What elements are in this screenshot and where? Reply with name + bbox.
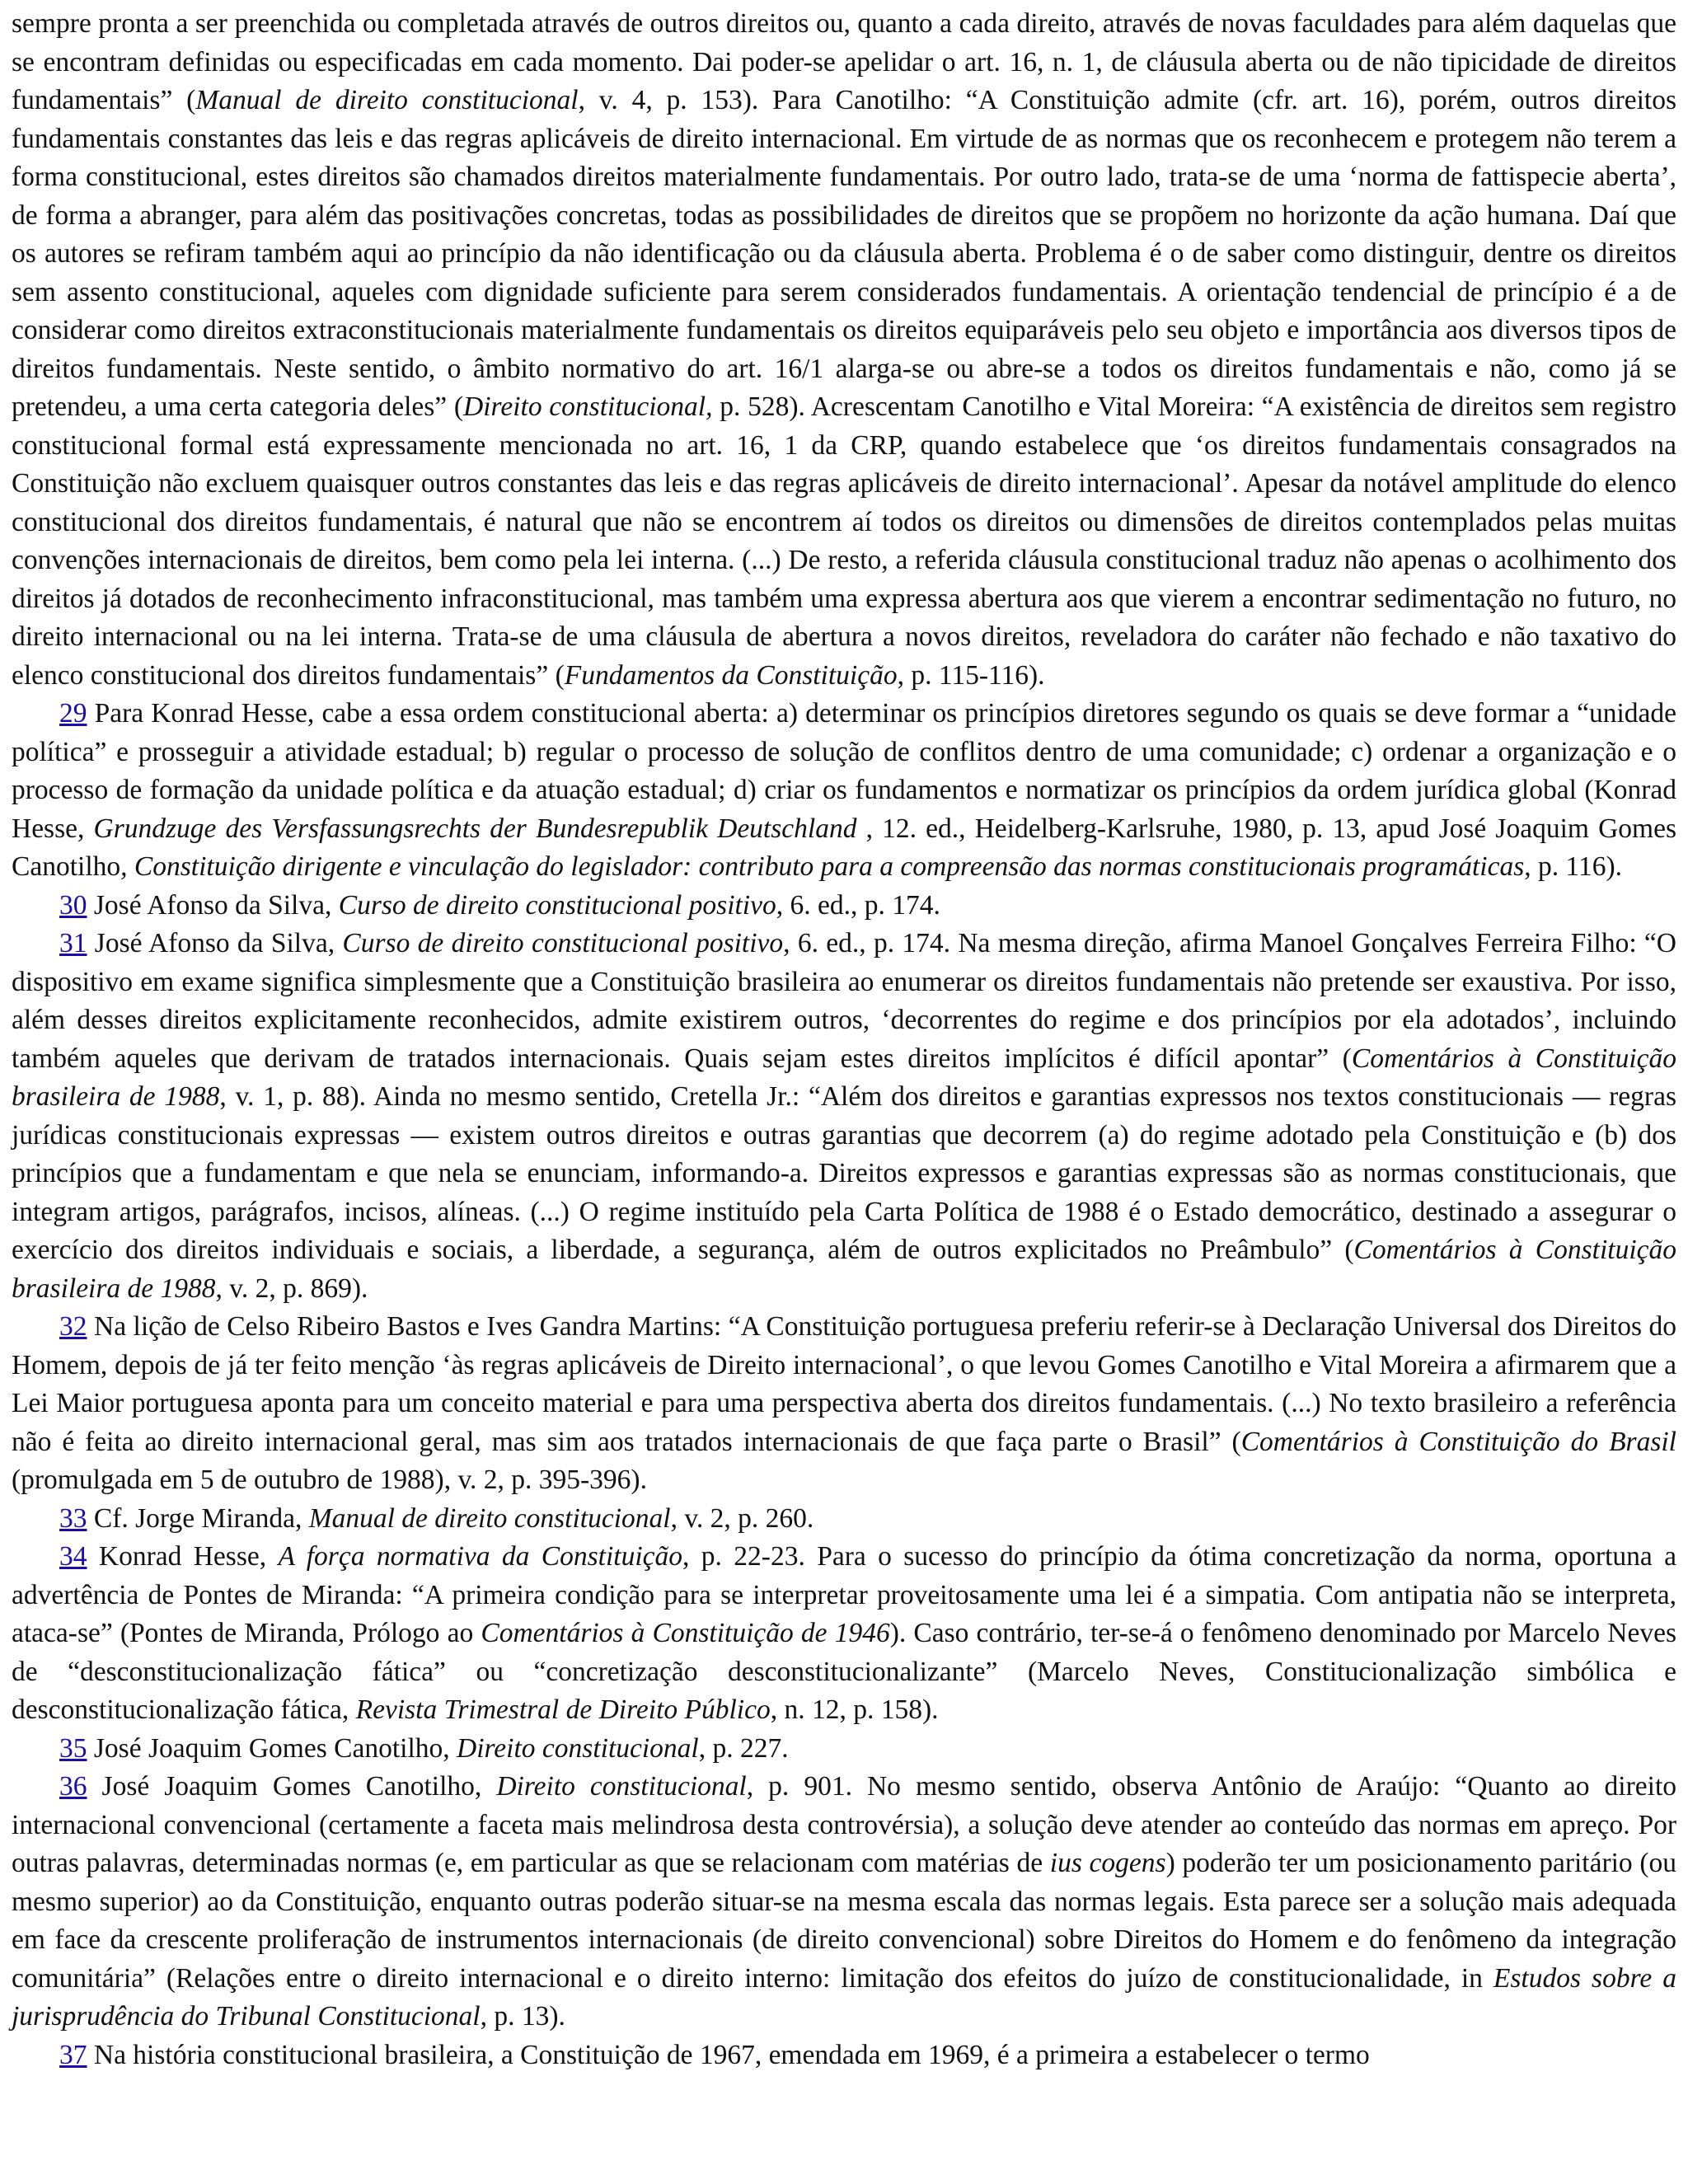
text-run: Konrad Hesse,: [87, 1541, 279, 1572]
footnote-29: [12, 695, 1676, 887]
text-run: , 12. ed., Heidelberg-Karlsruhe, 1980, p. 13, apud José Joaquim Gomes Canotilho: [12, 813, 1676, 882]
text-run: , v. 1, p. 88). Ainda no mesmo sentido, Cretella Jr.: “Além dos direitos e garantias expressos nos textos constitucionais — regras jurídicas constitucionais expressas — existem outros direitos e outras garantias que decorrem (a) do regime adotado pela Constituição e (b) dos princípios que a fundamentam e que nela se enunciam, informando-a. Direitos expressos e garantias expressas são as normas constitucionais, que integram artigos, parágrafos, incisos, alíneas. (...) O regime instituído pela Carta Política de 1988 é o Estado democrático, destinado a assegurar o exercício dos direitos individuais e sociais, a liberdade, a segurança, além de outros explicitados no Preâmbulo” (: [12, 1081, 1676, 1265]
text-run: José Afonso da Silva,: [87, 928, 343, 958]
footnote-link-29[interactable]: 29: [59, 698, 87, 729]
italic-title: Curso de direito constitucional positivo: [342, 928, 784, 958]
italic-title: Comentários à Constituição de 1946: [481, 1618, 890, 1648]
text-run: , p. 901. No mesmo sentido, observa Antônio de Araújo: “Quanto ao direito internacional convencional (certamente a faceta mais melindrosa desta controvérsia), a solução deve atender ao conteúdo das normas em apreço. Por outras palavras, determinadas normas (e, em particular as que se relacionam com matérias de: [12, 1771, 1677, 1878]
italic-title: Direito constitucional,: [463, 391, 713, 422]
text-run: Para Konrad Hesse, cabe a essa ordem constitucional aberta: a) determinar os princípios diretores segundo os quais se deve formar a “unidade política” e prosseguir a atividade estadual; b) regular o processo de solução de conflitos dentro de uma comunidade; c) ordenar a organização e o processo de formação da unidade política e da atuação estadual; d) criar os fundamentos e normatizar os princípios da ordem jurídica global (Konrad Hesse,: [12, 698, 1676, 844]
text-run: , v. 2, p. 260.: [670, 1502, 814, 1534]
text-run: , 6. ed., p. 174. Na mesma direção, afirma Manoel Gonçalves Ferreira Filho: “O dispositivo em exame significa simplesmente que a Constituição brasileira ao enumerar os direitos fundamentais não pretende ser exaustiva. Por isso, além desses direitos explicitamente reconhecidos, admite existirem outros, ‘decorrentes do regime e dos princípios por ela adotados’, incluindo também aqueles que derivam de tratados internacionais. Quais sejam estes direitos implícitos é difícil apontar” (: [12, 928, 1676, 1074]
italic-title: Direito constitucional: [457, 1732, 699, 1764]
text-run: sempre pronta a ser preenchida ou completada através de outros direitos ou, quanto a cada direito, através de novas faculdades para além daquelas que se encontram definidas ou especificadas em cada momento. Dai poder-se apelidar o art. 16, n. 1, de cláusula aberta ou de não tipicidade de direitos fundamentais” (: [12, 8, 1676, 115]
text-run: José Afonso da Silva,: [87, 889, 339, 921]
italic-title: A força normativa da Constituição: [278, 1541, 683, 1572]
footnote-link-35[interactable]: 35: [59, 1732, 87, 1764]
italic-title: Grundzuge des Versfassungsrechts der Bundesrepublik Deutschland: [93, 813, 857, 844]
italic-title: Estudos sobre a jurisprudência do Tribunal Constitucional: [12, 1962, 1676, 2032]
footnote-31: [12, 925, 1676, 1308]
text-run: Cf. Jorge Miranda,: [87, 1502, 309, 1534]
italic-title: Manual de direito constitucional: [308, 1502, 671, 1534]
text-run: , v. 4, p. 153). Para Canotilho: “A Constituição admite (cfr. art. 16), porém, outros direitos fundamentais constantes das leis e das regras aplicáveis de direito internacional. Em virtude de as normas que os reconhecem e protegem não terem a forma constitucional, estes direitos são chamados direitos materialmente fundamentais. Por outro lado, trata-se de uma ‘norma de fattispecie aberta’, de forma a abranger, para além das positivações concretas, todas as possibilidades de direitos que se propõem no horizonte da ação humana. Daí que os autores se refiram também aqui ao princípio da não identificação ou da cláusula aberta. Problema é o de saber como distinguir, dentre os direitos sem assento constitucional, aqueles com dignidade suficiente para serem considerados fundamentais. A orientação tendencial de princípio é a de considerar como direitos extraconstitucionais materialmente fundamentais os direitos equiparáveis pelo seu objeto e importância aos diversos tipos de direitos fundamentais. Neste sentido, o âmbito normativo do art. 16/1 alarga-se ou abre-se a todos os direitos fundamentais e não, como já se pretendeu, a uma certa categoria deles” (: [12, 85, 1676, 422]
footnote-37: [12, 2036, 1676, 2075]
footnote-34: [12, 1538, 1676, 1730]
footnote-link-31[interactable]: 31: [59, 928, 87, 958]
italic-title: Direito constitucional: [496, 1771, 747, 1802]
italic-title: ius cogens: [1049, 1848, 1166, 1878]
italic-title: Comentários à Constituição brasileira de 1988: [12, 1235, 1676, 1304]
text-run: , p. 22-23. Para o sucesso do princípio da ótima concretização da norma, oportuna a advertência de Pontes de Miranda: “A primeira condição para se interpretar proveitosamente uma lei é a simpatia. Com antipatia não se interpreta, ataca-se” (Pontes de Miranda: [12, 1541, 1677, 1648]
text-run: ). Caso contrário, ter-se-á o fenômeno denominado por Marcelo Neves de “desconstitucionalização fática” ou “concretização desconstitucionalizante” (Marcelo Neves, Constitucionalização simbólica e desconstitucionalização fática,: [12, 1618, 1676, 1725]
continued-paragraph: [12, 5, 1676, 695]
text-run: , v. 2, p. 869).: [215, 1272, 368, 1304]
text-run: José Joaquim Gomes Canotilho,: [87, 1771, 497, 1802]
footnote-link-34[interactable]: 34: [59, 1541, 87, 1572]
footnote-link-36[interactable]: 36: [59, 1771, 87, 1802]
text-run: Na lição de Celso Ribeiro Bastos e Ives Gandra Martins: “A Constituição portuguesa preferiu referir-se à Declaração Universal dos Direitos do Homem, depois de já ter feito menção ‘às regras aplicáveis de Direito internacional’, o que levou Gomes Canotilho e Vital Moreira a afirmarem que a Lei Maior portuguesa aponta para um conceito material e para uma perspectiva aberta dos direitos fundamentais. (...) No texto brasileiro a referência não é feita ao direito internacional geral, mas sim aos tratados internacionais de que faça parte o Brasil” (: [12, 1311, 1676, 1457]
italic-title: Revista Trimestral de Direito Público: [355, 1694, 771, 1725]
italic-title: Manual de direito constitucional: [195, 85, 579, 115]
footnote-link-33[interactable]: 33: [59, 1502, 87, 1534]
italic-title: ,: [337, 1618, 345, 1648]
text-run: , n. 12, p. 158).: [770, 1694, 939, 1725]
text-run: José Joaquim Gomes Canotilho,: [87, 1732, 457, 1764]
italic-title: Comentários à Constituição brasileira de 1988: [12, 1043, 1677, 1112]
footnote-link-37[interactable]: 37: [59, 2039, 87, 2070]
italic-title: Comentários à Constituição do Brasil: [1240, 1426, 1676, 1457]
footnote-33: [12, 1500, 1676, 1539]
footnote-32: [12, 1308, 1676, 1500]
italic-title: Curso de direito constitucional positivo: [338, 889, 776, 921]
footnote-36: [12, 1768, 1676, 2036]
italic-title: Fundamentos da Constituição: [564, 659, 898, 691]
text-run: (promulgada em 5 de outubro de 1988), v. 2, p. 395-396).: [12, 1465, 647, 1495]
text-run: ) poderão ter um posicionamento paritário (ou mesmo superior) ao da Constituição, enquanto outras poderão situar-se na mesma escala das normas legais. Esta parece ser a solução mais adequada em face da crescente proliferação de instrumentos internacionais (de direito convencional) sobre Direitos do Homem e do fenômeno da integração comunitária” (Relações entre o direito internacional e o direito interno: limitação dos efeitos do juízo de constitucionalidade, in: [12, 1848, 1676, 1994]
italic-title: , Constituição dirigente e vinculação do legislador: contributo para a compreensão das normas constitucionais programáticas: [120, 851, 1525, 882]
footnote-link-32[interactable]: 32: [59, 1311, 87, 1342]
footnote-35: [12, 1730, 1676, 1769]
text-run: Na história constitucional brasileira, a Constituição de 1967, emendada em 1969, é a primeira a estabelecer o termo: [87, 2039, 1370, 2070]
text-run: , p. 116).: [1524, 851, 1623, 882]
text-run: , p. 115-116).: [897, 659, 1045, 691]
text-run: , p. 13).: [480, 2001, 565, 2032]
footnote-30: [12, 887, 1676, 926]
text-run: Prólogo ao: [345, 1618, 481, 1648]
text-run: , p. 227.: [698, 1732, 789, 1764]
footnote-link-30[interactable]: 30: [59, 889, 87, 921]
text-run: , 6. ed., p. 174.: [776, 889, 940, 921]
text-run: p. 528). Acrescentam Canotilho e Vital Moreira: “A existência de direitos sem registro constitucional formal está expressamente mencionada no art. 16, 1 da CRP, quando estabelece que ‘os direitos fundamentais consagrados na Constituição não excluem quaisquer outros constantes das leis e das regras aplicáveis de direito internacional’. Apesar da notável amplitude do elenco constitucional dos direitos fundamentais, é natural que não se encontrem aí todos os direitos ou dimensões de direitos contemplados pelas muitas convenções internacionais de direitos, bem como pela lei interna. (...) De resto, a referida cláusula constitucional traduz não apenas o acolhimento dos direitos já dotados de reconhecimento infraconstitucional, mas também uma expressa abertura aos que vierem a encontrar sedimentação no futuro, no direito internacional ou na lei interna. Trata-se de uma cláusula de abertura a novos direitos, reveladora do caráter não fechado e não taxativo do elenco constitucional dos direitos fundamentais” (: [12, 391, 1676, 691]
